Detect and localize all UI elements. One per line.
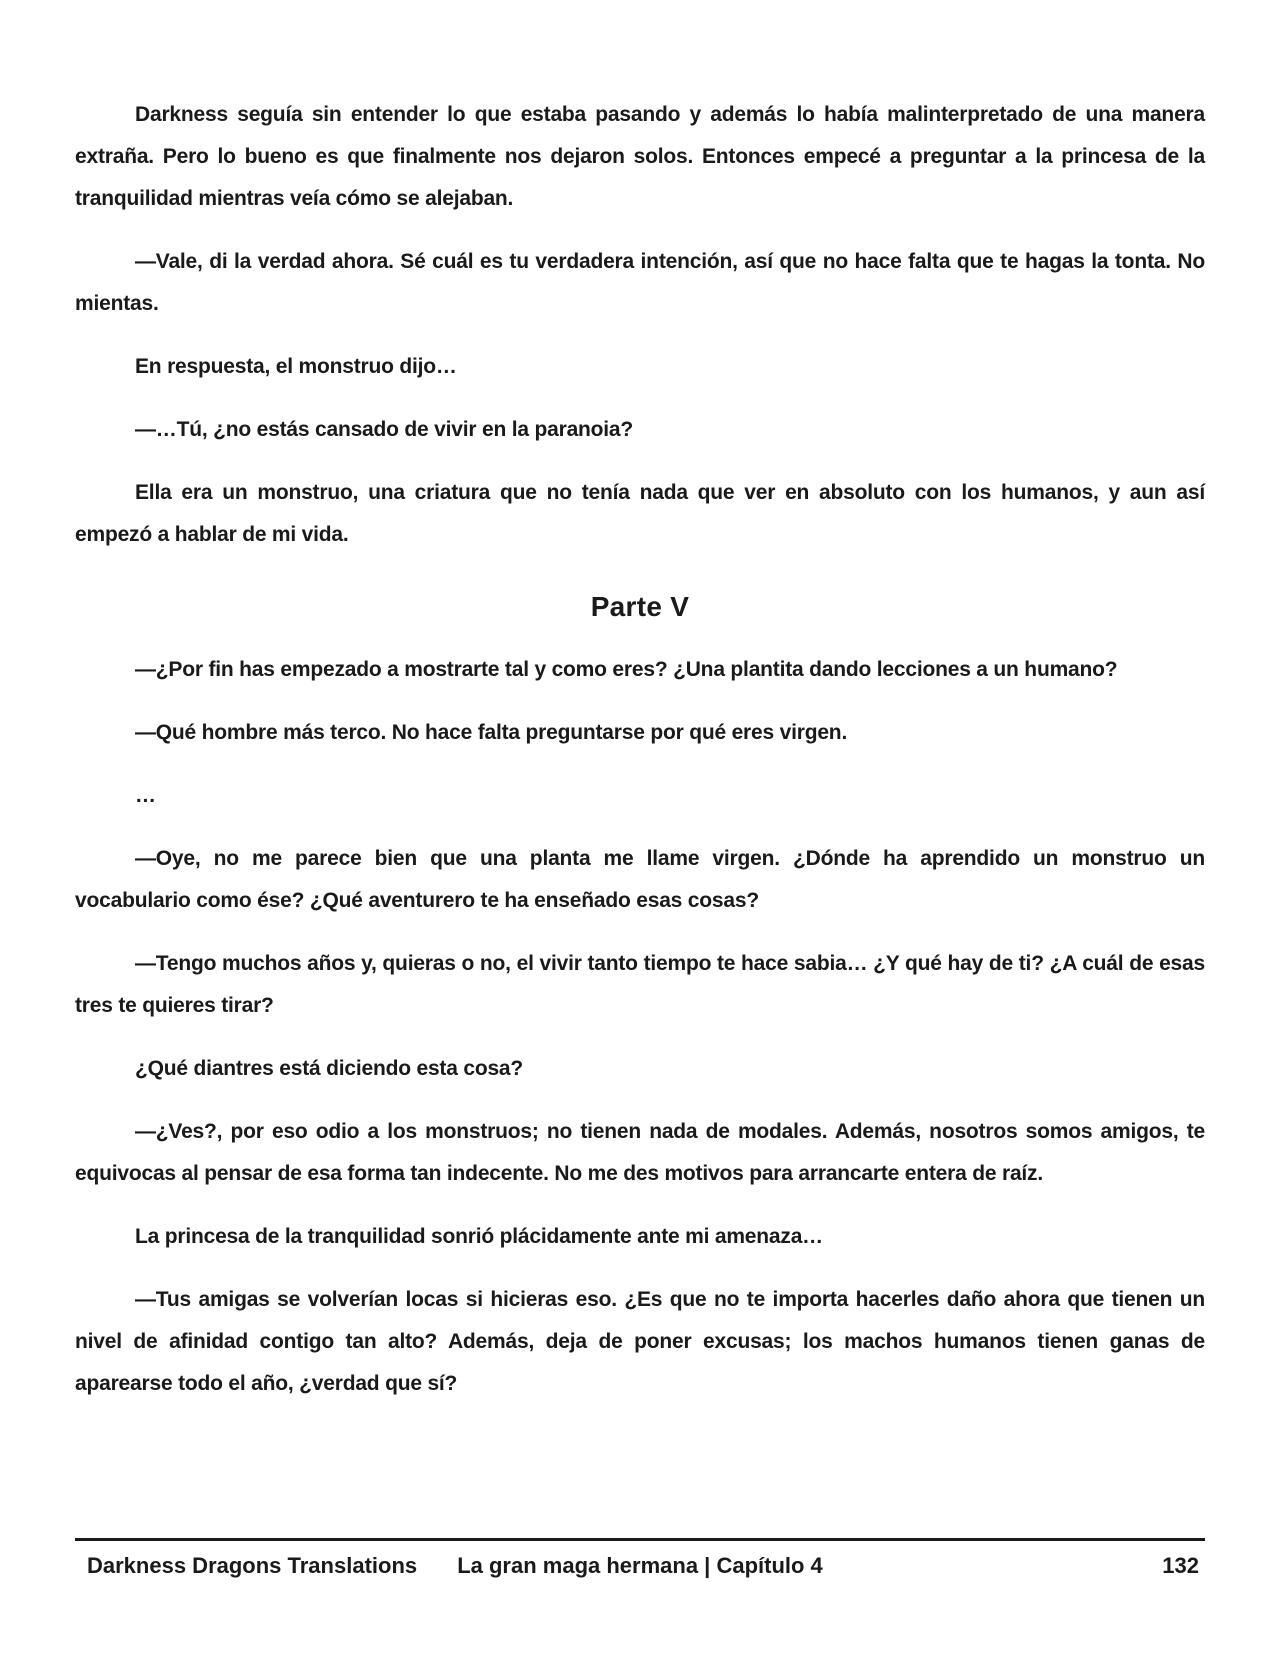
page-number: 132 (1162, 1553, 1199, 1578)
section-heading: Parte V (590, 591, 690, 622)
paragraph: ¿Qué diantres está diciendo esta cosa? (135, 1057, 524, 1080)
page-footer (75, 1549, 1205, 1583)
paragraph: —Oye, no me parece bien que una planta me llame virgen. ¿Dónde ha aprendido un monstruo un vocabulario como ése? ¿Qué aventurero te ha enseñado esas cosas? (75, 847, 1205, 912)
paragraph: —¿Ves?, por eso odio a los monstruos; no tienen nada de modales. Además, nosotros somos amigos, te equivocas al pensar de esa forma tan indecente. No me des motivos para arrancarte entera de raíz. (75, 1120, 1205, 1185)
paragraph: —Qué hombre más terco. No hace falta preguntarse por qué eres virgen. (135, 721, 848, 744)
paragraph: En respuesta, el monstruo dijo… (135, 355, 457, 378)
paragraph: —…Tú, ¿no estás cansado de vivir en la paranoia? (135, 418, 634, 441)
footer-book-chapter: La gran maga hermana | Capítulo 4 (457, 1553, 823, 1578)
paragraph: La princesa de la tranquilidad sonrió plácidamente ante mi amenaza… (135, 1225, 823, 1248)
paragraph: Ella era un monstruo, una criatura que no tenía nada que ver en absoluto con los humanos, y aun así empezó a hablar de mi vida. (75, 481, 1205, 546)
paragraph: —Tengo muchos años y, quieras o no, el vivir tanto tiempo te hace sabia… ¿Y qué hay de ti? ¿A cuál de esas tres te quieres tirar? (75, 952, 1205, 1017)
paragraph: Darkness seguía sin entender lo que estaba pasando y además lo había malinterpretado de una manera extraña. Pero lo bueno es que finalmente nos dejaron solos. Entonces empecé a preguntar a la princesa de la tranquilidad mientras veía cómo se alejaban. (75, 103, 1205, 210)
paragraph: —Vale, di la verdad ahora. Sé cuál es tu verdadera intención, así que no hace falta que te hagas la tonta. No mientas. (75, 250, 1205, 315)
paragraph: —Tus amigas se volverían locas si hicieras eso. ¿Es que no te importa hacerles daño ahora que tienen un nivel de afinidad contigo tan alto? Además, deja de poner excusas; los machos humanos tienen ganas de aparearse todo el año, ¿verdad que sí? (75, 1288, 1205, 1395)
page-content (75, 94, 1205, 1426)
footer-translator-credit: Darkness Dragons Translations (87, 1553, 418, 1578)
paragraph: —¿Por fin has empezado a mostrarte tal y como eres? ¿Una plantita dando lecciones a un humano? (135, 658, 1118, 681)
footer-divider (75, 1538, 1205, 1541)
paragraph: … (135, 784, 156, 807)
